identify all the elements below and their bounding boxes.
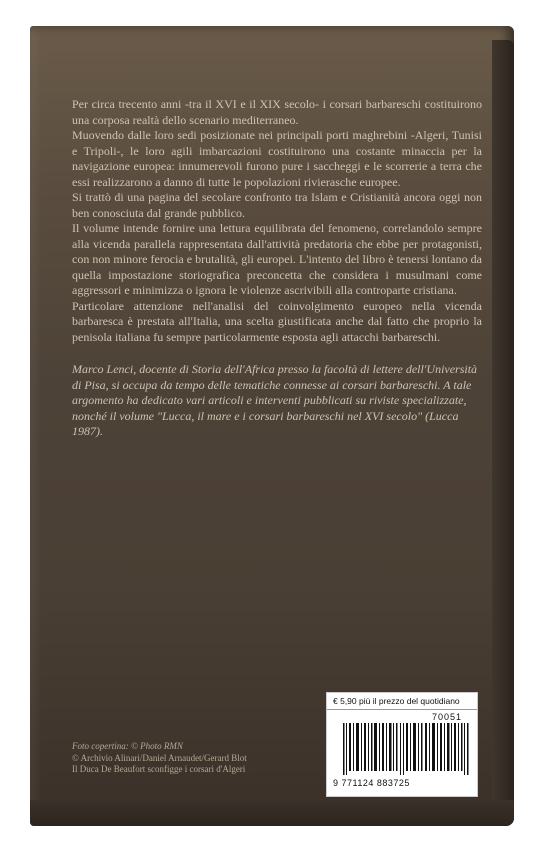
cover-right-edge	[492, 40, 514, 826]
price-barcode-box	[326, 692, 478, 797]
credit-line: Il Duca De Beaufort sconfigge i corsari d'Algeri	[72, 764, 246, 774]
barcode-number: 9 771124 883725	[333, 778, 410, 788]
photo-credits	[72, 741, 322, 776]
price-label: € 5,90 più il prezzo del quotidiano	[333, 696, 460, 706]
credit-line: © Archivio Alinari/Daniel Arnaudet/Gerard Blot	[72, 752, 247, 763]
cover-bottom-edge	[30, 800, 514, 826]
blurb-paragraph: Particolare attenzione nell'analisi del coinvolgimento europeo nella vicenda barbaresca è prestata all'Italia, una scelta giustificata anche dal fatto che proprio la penisola italiana fu sempre particolarmente esposta agli attacchi barbareschi.	[72, 298, 482, 344]
blurb-paragraph: Il volume intende fornire una lettura equilibrata del fenomeno, correlandolo sempre alla vicenda parallela rappresentata dall'attività predatoria che ebbe per protagonisti, con non minore ferocia e brutalità, gli europei. L'intento del libro è tenersi lontano da quella impostazione storiografica preconcetta che considera i musulmani come aggressori e minimizza o ignora le violenze ascrivibili alla controparte cristiana.	[72, 221, 482, 297]
author-bio: Marco Lenci, docente di Storia dell'Africa presso la facoltà di lettere dell'Università di Pisa, si occupa da tempo delle tematiche connesse ai corsari barbareschi. A tale argomento ha dedicato vari articoli e interventi pubblicati su riviste specializzate, nonché il volume "Lucca, il mare e i corsari barbareschi nel XVI secolo" (Lucca 1987).	[72, 362, 478, 438]
blurb-text	[72, 97, 482, 345]
issue-code: 70051	[432, 712, 463, 722]
blurb-paragraph: Si trattò di una pagina del secolare confronto tra Islam e Cristianità ancora oggi non ben conosciuta dal grande pubblico.	[72, 190, 482, 220]
barcode-icon	[343, 723, 469, 775]
credit-line: Foto copertina: © Photo RMN	[72, 741, 183, 751]
blurb-paragraph: Per circa trecento anni -tra il XVI e il XIX secolo- i corsari barbareschi costituirono una corposa realtà dello scenario mediterraneo.	[72, 97, 482, 127]
blurb-paragraph: Muovendo dalle loro sedi posizionate nei principali porti maghrebini -Algeri, Tunisi e Tripoli-, le loro agili imbarcazioni costituirono una costante minaccia per la navigazione europea: innumerevoli furono pure i saccheggi e le scorrerie a terra che essi realizzarono a danno di tutte le popolazioni rivierasche europee.	[72, 128, 482, 189]
divider	[327, 709, 477, 710]
